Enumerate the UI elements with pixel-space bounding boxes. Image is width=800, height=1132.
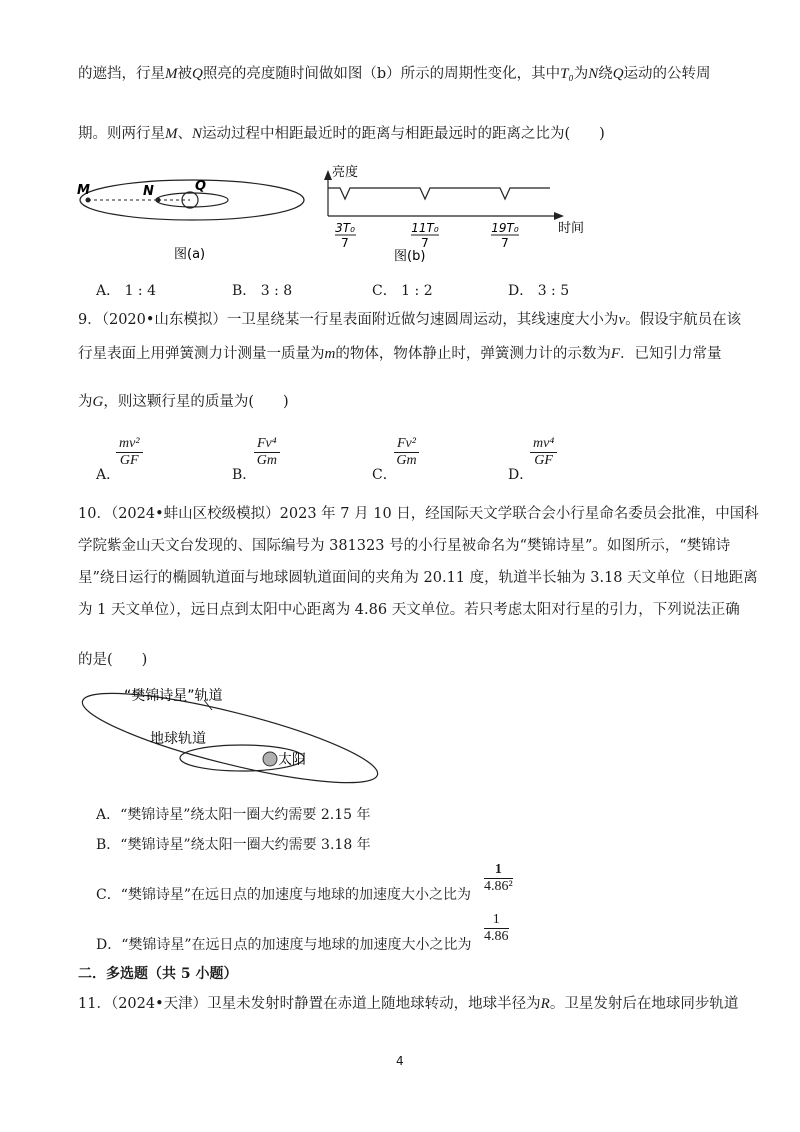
fanjinshi-orbit (76, 680, 384, 792)
q9-choice-c[interactable]: C． (372, 467, 397, 483)
q10-orbit-figure (74, 680, 384, 792)
answer-paren: ( ) (564, 126, 605, 142)
q9-choice-d-fraction: $\frac{\text{mv⁴}}{GF}$ (530, 436, 557, 469)
var-N: N (588, 66, 599, 82)
tick-19T0-over-7 (491, 221, 519, 250)
svg-text:7: 7 (501, 236, 509, 250)
q9-choice-b[interactable]: B． (232, 467, 257, 483)
svg-text:19T₀: 19T₀ (491, 221, 519, 235)
q10-choice-d-fraction: $\frac{1}{4.86}$ (484, 912, 509, 944)
answer-paren: ( ) (248, 394, 289, 410)
section-title-multi-choice: 二．多选题（共 5 小题） (78, 966, 238, 982)
q10-choice-c[interactable]: C．“樊锦诗星”在远日点的加速度与地球的加速度大小之比为 (96, 887, 472, 903)
var-m: m (324, 346, 336, 362)
q9-text-line-2: 行星表面上用弹簧测力计测量一质量为m的物体，物体静止时，弹簧测力计的示数为F．已知引力常量 (78, 346, 722, 362)
q9-choice-c-fraction: $\frac{\text{Fv²}}{Gm}$ (394, 436, 419, 469)
var-M: M (165, 66, 178, 82)
earth-orbit-label: 地球轨道 (150, 731, 206, 747)
var-G: G (92, 394, 104, 410)
q10-choice-b[interactable]: B．“樊锦诗星”绕太阳一圈大约需要 3.18 年 (96, 837, 371, 853)
planet-M-dot (86, 198, 91, 203)
var-v: v (618, 312, 626, 328)
var-R: R (540, 996, 550, 1012)
label-Q: Q (195, 179, 207, 194)
var-Q: Q (192, 66, 203, 82)
tick-3T0-over-7 (335, 221, 356, 250)
q10-choice-c-fraction: $\frac{1}{\text{4.86²}}$ (484, 862, 513, 894)
q10-choice-d[interactable]: D．“樊锦诗星”在远日点的加速度与地球的加速度大小之比为 (96, 937, 472, 953)
svg-text:3T₀: 3T₀ (335, 221, 355, 235)
q10-text-line-5: 的是( ) (78, 652, 148, 668)
q9-choice-a-fraction: $\frac{\text{mv²}}{GF}$ (116, 436, 143, 469)
q9-text-line-1: 9．（2020•山东模拟）一卫星绕某一行星表面附近做匀速圆周运动，其线速度大小为v。假设宇航员在该 (78, 312, 742, 328)
q10-choice-a[interactable]: A．“樊锦诗星”绕太阳一圈大约需要 2.15 年 (96, 807, 371, 823)
q9-text-line-3: 为G，则这颗行星的质量为( ) (78, 394, 289, 410)
q8-choice-b[interactable]: B． 3 : 8 (232, 283, 293, 299)
svg-text:11T₀: 11T₀ (411, 221, 439, 235)
q10-text-line-3: 星”绕日运行的椭圆轨道面与地球圆轨道面间的夹角为 20.11 度，轨道半长轴为 3.18 天文单位（日地距离 (78, 570, 758, 586)
figure-a-orbit-diagram (74, 172, 306, 264)
tick-11T0-over-7 (411, 221, 439, 250)
brightness-axis-label: 亮度 (332, 165, 359, 180)
var-T0: T₀ (560, 66, 574, 82)
label-N: N (143, 184, 154, 199)
q8-text-line-2: 期。则两行星M、N运动过程中相距最近时的距离与相距最远时的距离之比为( ) (78, 126, 605, 142)
q9-choice-b-fraction: $\frac{\text{Fv⁴}}{Gm}$ (254, 436, 280, 469)
sun-icon (263, 752, 277, 766)
sun-label: 太阳 (278, 752, 306, 768)
figure-a-caption: 图(a) (174, 247, 206, 262)
svg-text:7: 7 (421, 236, 429, 250)
figure-b-caption: 图(b) (394, 249, 426, 264)
label-M: M (77, 183, 90, 198)
q10-text-line-4: 为 1 天文单位），远日点到太阳中心距离为 4.86 天文单位。若只考虑太阳对行星的引力，下列说法正确 (78, 602, 740, 618)
planet-N-dot (156, 198, 161, 203)
q9-choice-a[interactable]: A． (96, 467, 121, 483)
q9-choice-d[interactable]: D． (508, 467, 534, 483)
q8-text-line-1: 的遮挡，行星M被Q照亮的亮度随时间做如图（b）所示的周期性变化，其中T₀为N绕Q运动的公转周 (78, 66, 711, 82)
time-axis-label: 时间 (558, 221, 585, 236)
var-F: F (610, 346, 621, 362)
q8-choice-c[interactable]: C． 1 : 2 (372, 283, 433, 299)
svg-text:7: 7 (341, 236, 349, 250)
answer-paren: ( ) (107, 652, 148, 668)
q10-text-line-2: 学院紫金山天文台发现的、国际编号为 381323 号的小行星被命名为“樊锦诗星”。如图所示，“樊锦诗 (78, 538, 731, 554)
figure-b-brightness-graph (318, 160, 598, 272)
q11-text-line-1: 11．（2024•天津）卫星未发射时静置在赤道上随地球转动，地球半径为R。卫星发射后在地球同步轨道 (78, 996, 739, 1012)
q8-choice-a[interactable]: A． 1 : 4 (96, 283, 157, 299)
page-number: 4 (396, 1054, 404, 1068)
q8-choice-d[interactable]: D． 3 : 5 (508, 283, 570, 299)
q10-text-line-1: 10．（2024•蚌山区校级模拟）2023 年 7 月 10 日，经国际天文学联合会小行星命名委员会批准，中国科 (78, 506, 759, 522)
fanjinshi-orbit-label: “樊锦诗星”轨道 (124, 688, 223, 704)
